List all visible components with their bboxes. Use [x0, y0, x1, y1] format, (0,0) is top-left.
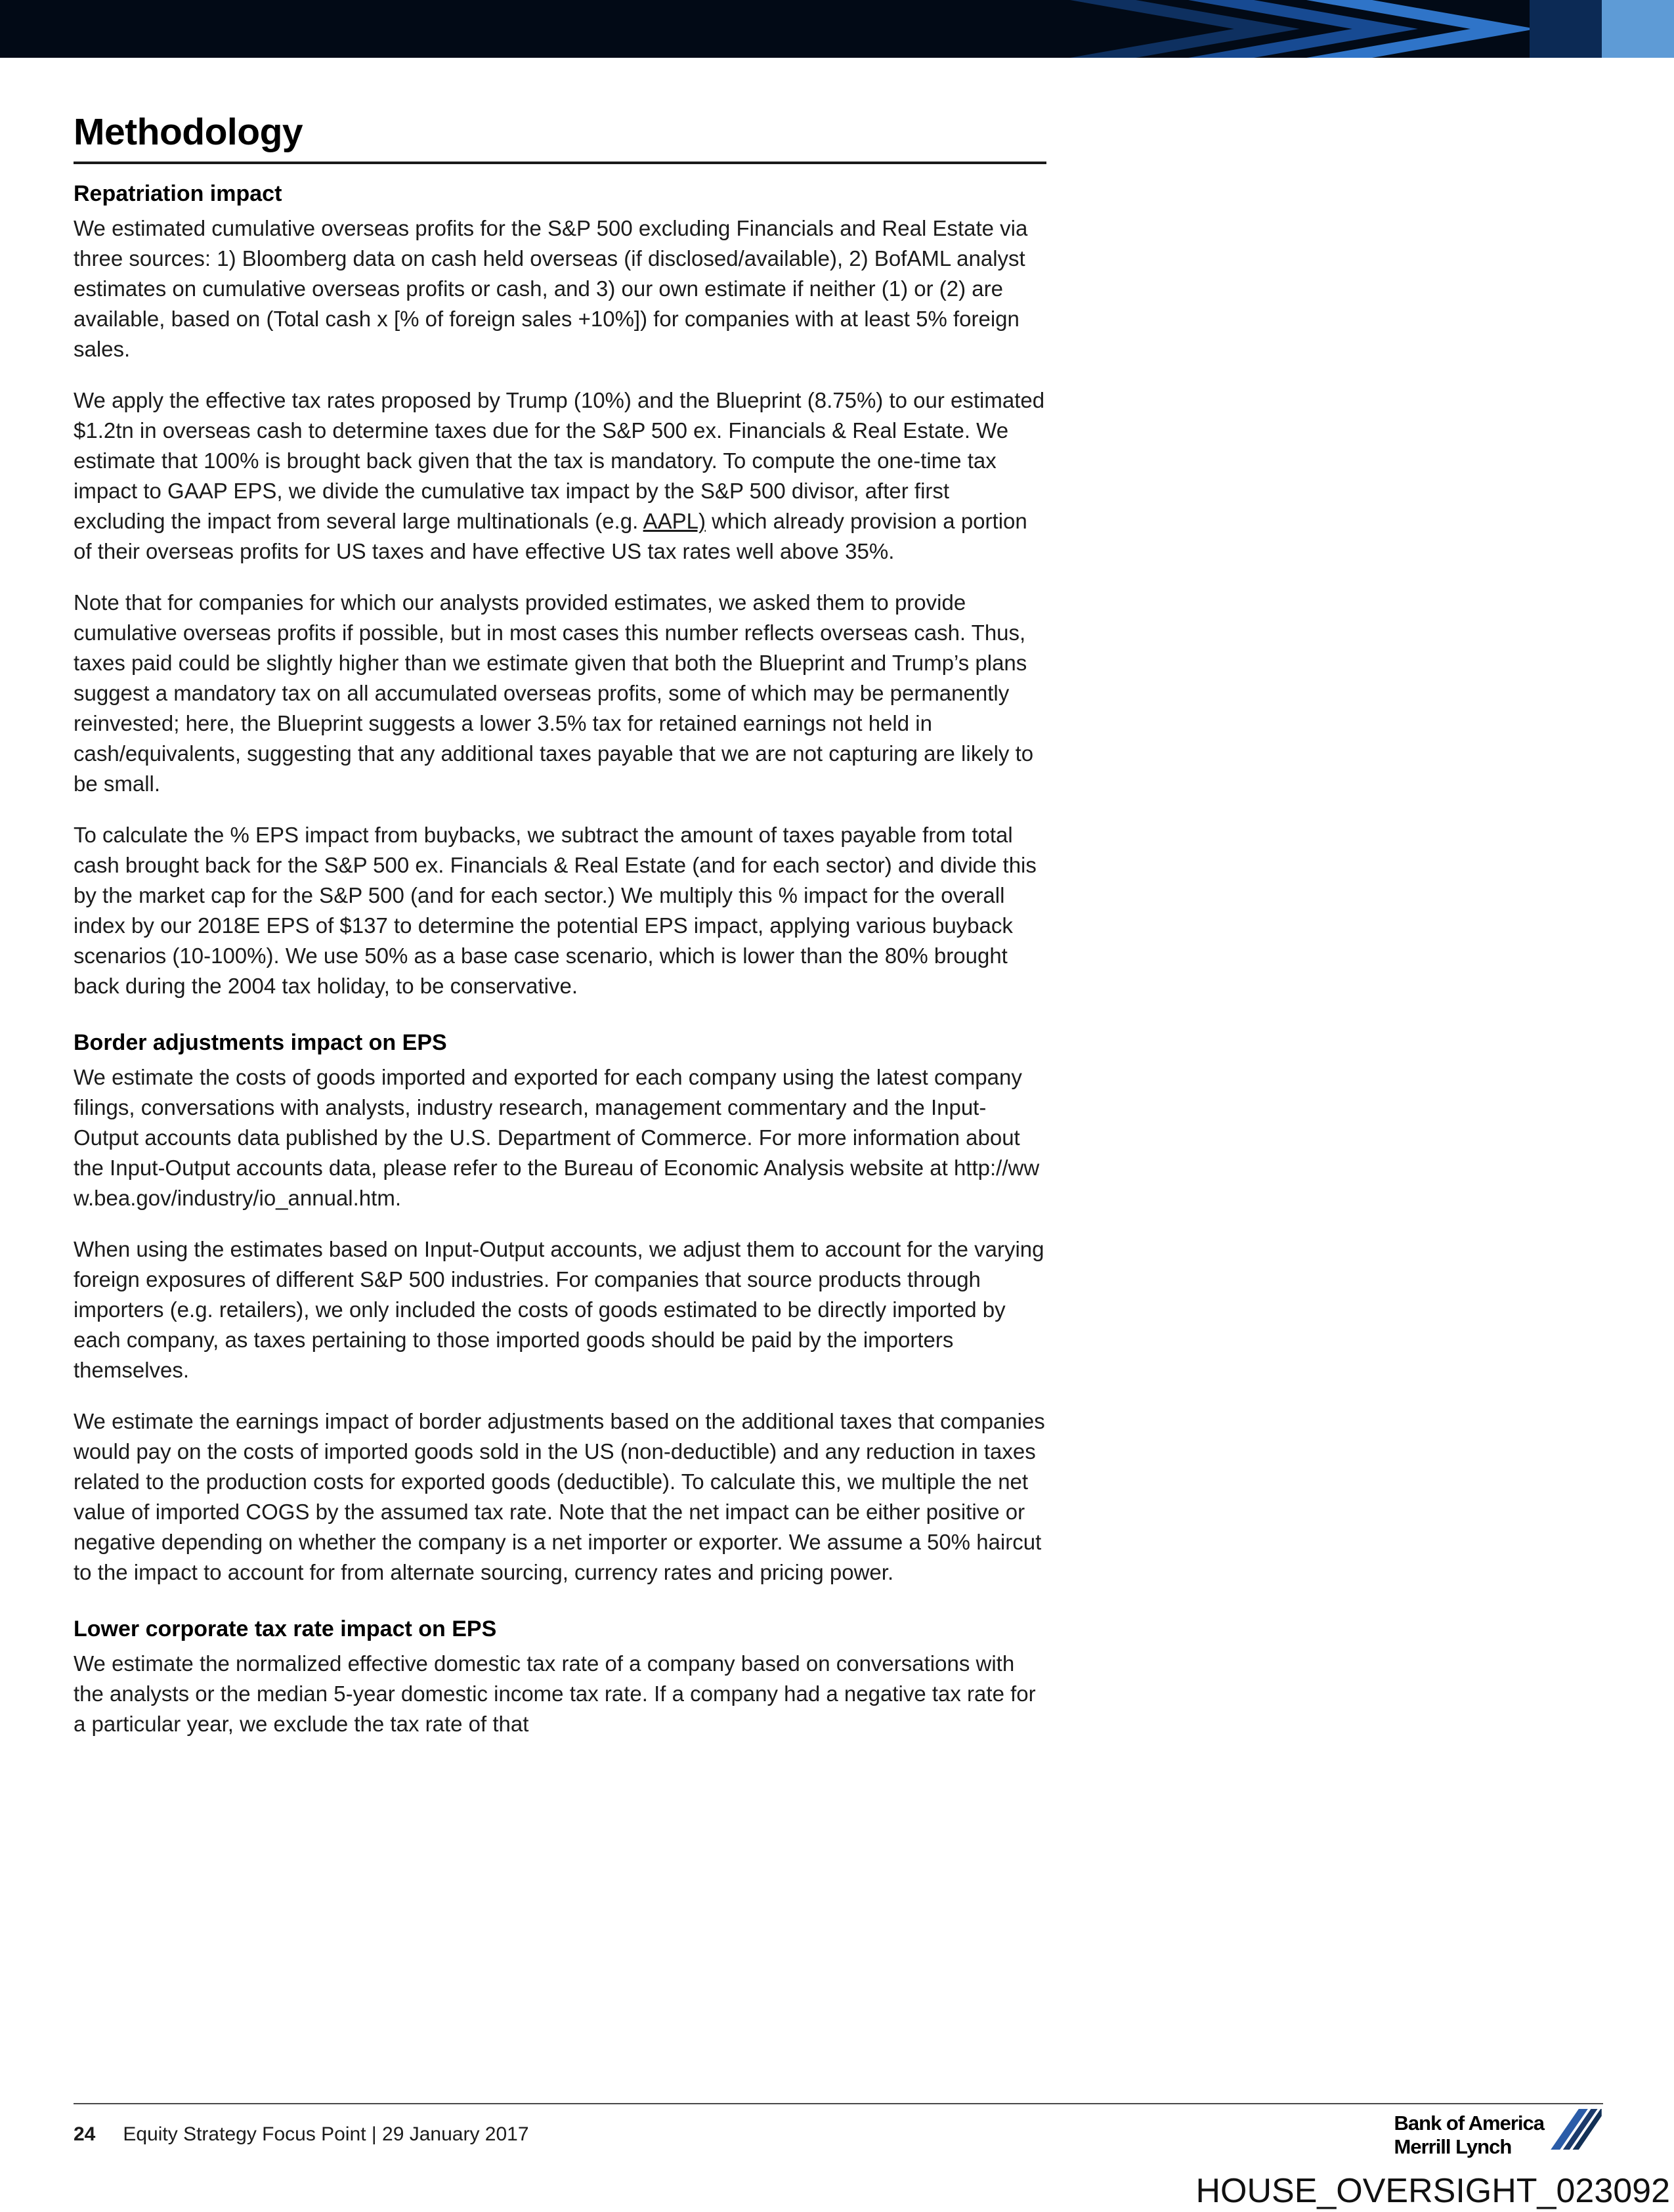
- bofa-flag-icon: [1551, 2109, 1602, 2150]
- page-number: 24: [74, 2123, 96, 2145]
- logo-bank-of-america: Bank of America: [1394, 2112, 1544, 2135]
- footer-divider: [74, 2103, 1603, 2104]
- bates-stamp: HOUSE_OVERSIGHT_023092: [1195, 2172, 1670, 2210]
- logo-text: [1394, 2112, 1545, 2158]
- paragraph-text: We apply the effective tax rates proposed by Trump (10%) and the Blueprint (8.75%) to our estimated $1.2tn in overseas cash to determine taxes due for the S&P 500 ex. Financials & Real Estate. We estimate that 100% is brought back given that the tax is mandatory. To compute the one-time tax impact to GAAP EPS, we divide the cumulative tax impact by the S&P 500 divisor, after first excluding the impact from several large multinationals (e.g.: [74, 388, 1045, 533]
- top-banner: [0, 0, 1674, 58]
- footer-text: Equity Strategy Focus Point | 29 January 2017: [123, 2123, 529, 2145]
- banner-chevrons-graphic: [0, 0, 1674, 58]
- paragraph-text: which already provision a portion of their overseas profits for US taxes and have effective US tax rates well above 35%.: [74, 509, 1027, 563]
- section-lower-corporate-tax: [74, 1616, 1046, 1739]
- bea-url-link[interactable]: http://www.bea.gov/industry/io_annual.htm: [74, 1156, 1040, 1210]
- aapl-link[interactable]: AAPL): [643, 509, 706, 533]
- paragraph: Note that for companies for which our analysts provided estimates, we asked them to provide cumulative overseas profits if possible, but in most cases this number reflects overseas cash. Thus, taxes paid could be slightly higher than we estimate given that both the Blueprint and Trump’s plans suggest a mandatory tax on all accumulated overseas profits, some of which may be permanently reinvested; here, the Blueprint suggests a lower 3.5% tax for retained earnings not held in cash/equivalents, suggesting that any additional taxes payable that we are not capturing are likely to be small.: [74, 590, 1034, 796]
- logo-merrill-lynch: Merrill Lynch: [1394, 2135, 1512, 2158]
- page-title: Methodology: [74, 110, 1046, 164]
- section-heading-lower-corporate-tax: Lower corporate tax rate impact on EPS: [74, 1616, 497, 1641]
- paragraph: [74, 385, 1046, 567]
- paragraph: When using the estimates based on Input-Output accounts, we adjust them to account for the varying foreign exposures of different S&P 500 industries. For companies that source products through importers (e.g. retailers), we only included the costs of goods estimated to be directly imported by each company, as taxes pertaining to those imported goods should be paid by the importers themselves.: [74, 1237, 1044, 1382]
- footer: [74, 2123, 529, 2146]
- paragraph: [74, 1062, 1046, 1213]
- paragraph-text: .: [395, 1186, 401, 1210]
- paragraph: We estimated cumulative overseas profits for the S&P 500 excluding Financials and Real Estate via three sources: 1) Bloomberg data on cash held overseas (if disclosed/available), 2) BofAML analyst estimates on cumulative overseas profits or cash, and 3) our own estimate if neither (1) or (2) are available, based on (Total cash x [% of foreign sales +10%]) for companies with at least 5% foreign sales.: [74, 216, 1028, 361]
- section-heading-repatriation: Repatriation impact: [74, 181, 282, 206]
- paragraph-text: We estimate the costs of goods imported and exported for each company using the latest company filings, conversations with analysts, industry research, management commentary and the Input-Output accounts data published by the U.S. Department of Commerce. For more information about the Input-Output accounts data, please refer to the Bureau of Economic Analysis website at: [74, 1065, 1022, 1180]
- paragraph: To calculate the % EPS impact from buybacks, we subtract the amount of taxes payable from total cash brought back for the S&P 500 ex. Financials & Real Estate (and for each sector) and divide this by the market cap for the S&P 500 (and for each sector.) We multiply this % impact for the overall index by our 2018E EPS of $137 to determine the potential EPS impact, applying various buyback scenarios (10-100%). We use 50% as a base case scenario, which is lower than the 80% brought back during the 2004 tax holiday, to be conservative.: [74, 823, 1037, 998]
- section-border-adjustments: [74, 1030, 1046, 1588]
- paragraph: We estimate the earnings impact of border adjustments based on the additional taxes that companies would pay on the costs of imported goods sold in the US (non-deductible) and any reduction in taxes related to the production costs for exported goods (deductible). To calculate this, we multiple the net value of imported COGS by the assumed tax rate. Note that the net impact can be either positive or negative depending on whether the company is a net importer or exporter. We assume a 50% haircut to the impact to account for from alternate sourcing, currency rates and pricing power.: [74, 1409, 1045, 1584]
- bofa-ml-logo: [1394, 2112, 1602, 2158]
- paragraph: We estimate the normalized effective domestic tax rate of a company based on conversations with the analysts or the median 5-year domestic income tax rate. If a company had a negative tax rate for a particular year, we exclude the tax rate of that: [74, 1651, 1036, 1736]
- section-repatriation: [74, 181, 1046, 1001]
- page-content: [74, 110, 1046, 1760]
- section-heading-border-adjustments: Border adjustments impact on EPS: [74, 1030, 447, 1055]
